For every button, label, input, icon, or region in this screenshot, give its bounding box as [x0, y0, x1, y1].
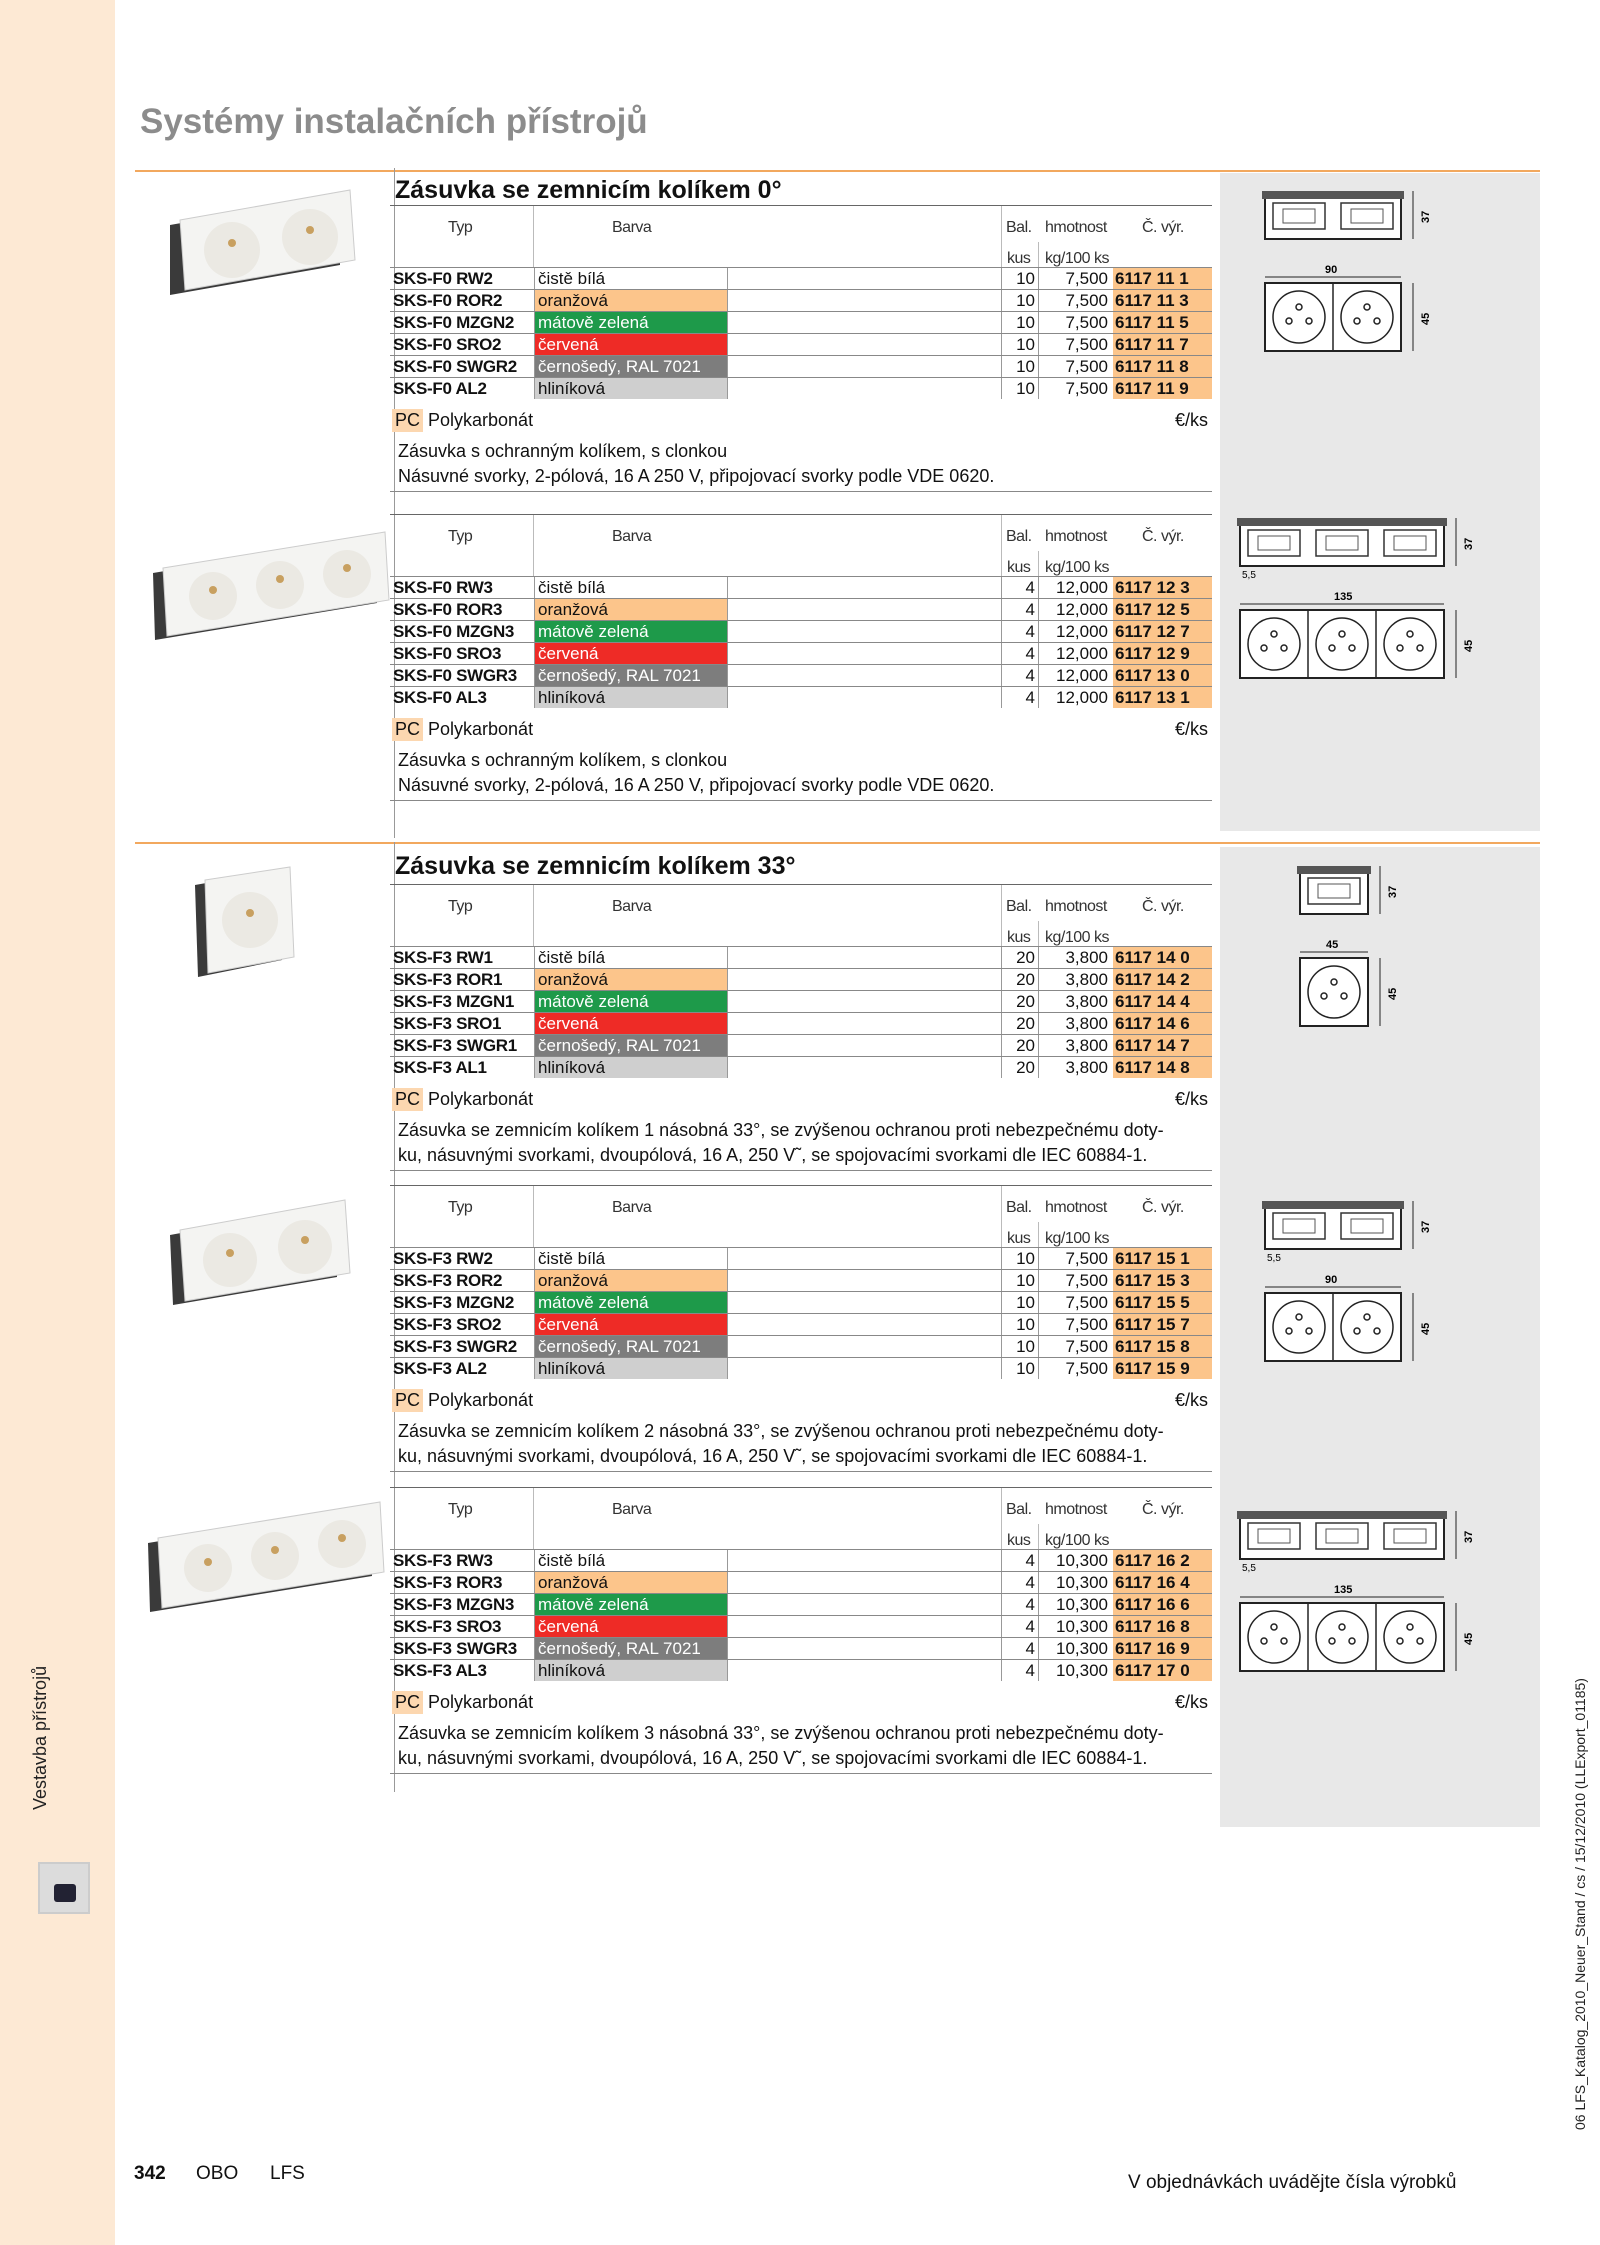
- header-cvyr: Č. výr.: [1142, 528, 1184, 545]
- product-type: SKS-F0 SWGR3: [393, 666, 517, 685]
- weight: 12,000: [1038, 643, 1111, 664]
- catalog-number: 6117 16 2: [1113, 1550, 1212, 1571]
- header-kus: kus: [1007, 559, 1031, 576]
- header-hmotnost: hmotnost: [1045, 898, 1107, 915]
- material-row: [390, 405, 1212, 437]
- description-line: Zásuvka s ochranným kolíkem, s clonkou: [398, 441, 728, 461]
- weight: 3,800: [1038, 1057, 1111, 1078]
- drawing-top-view: [1240, 522, 1444, 566]
- table-row: [390, 1615, 1212, 1637]
- catalog-number: 6117 15 1: [1113, 1248, 1212, 1269]
- product-type: SKS-F3 MZGN1: [393, 992, 515, 1011]
- pack-qty: 4: [1001, 1660, 1038, 1681]
- weight: 10,300: [1038, 1616, 1111, 1637]
- header-bal: Bal.: [1006, 219, 1032, 236]
- header-barva: Barva: [612, 1501, 652, 1518]
- catalog-number: 6117 15 7: [1113, 1314, 1212, 1335]
- table-header: [390, 1185, 1212, 1247]
- table-header: [390, 884, 1212, 946]
- pack-qty: 20: [1001, 991, 1038, 1012]
- table-row: [390, 1056, 1212, 1078]
- product-type: SKS-F3 RW3: [393, 1551, 493, 1570]
- weight: 3,800: [1038, 1035, 1111, 1056]
- pack-qty: 10: [1001, 1248, 1038, 1269]
- table-row: [390, 686, 1212, 708]
- catalog-code: 06 LFS_Katalog_2010_Neuer_Stand / cs / 15/12/2010 (LLExport_01185): [1572, 1678, 1588, 2130]
- header-bal: Bal.: [1006, 1199, 1032, 1216]
- catalog-number: 6117 16 9: [1113, 1638, 1212, 1659]
- pack-qty: 4: [1001, 1594, 1038, 1615]
- pack-qty: 20: [1001, 1035, 1038, 1056]
- pack-qty: 4: [1001, 643, 1038, 664]
- weight: 3,800: [1038, 1013, 1111, 1034]
- pack-qty: 20: [1001, 969, 1038, 990]
- material-row: [390, 1084, 1212, 1116]
- description-line: Násuvné svorky, 2-pólová, 16 A 250 V, připojovací svorky podle VDE 0620.: [398, 466, 995, 486]
- description-line: Zásuvka se zemnicím kolíkem 3 násobná 33°, se zvýšenou ochranou proti nebezpečnému doty-: [398, 1723, 1164, 1743]
- table-row: [390, 289, 1212, 311]
- catalog-number: 6117 15 9: [1113, 1358, 1212, 1379]
- material-code: PC: [392, 1691, 423, 1714]
- dim-depth: 45: [1463, 639, 1475, 652]
- table-row: [390, 1571, 1212, 1593]
- header-hmotnost: hmotnost: [1045, 1199, 1107, 1216]
- header-cvyr: Č. výr.: [1142, 1501, 1184, 1518]
- catalog-number: 6117 11 9: [1113, 378, 1212, 399]
- dim-height: 37: [1463, 1530, 1475, 1543]
- dim-small: 5,5: [1267, 1253, 1281, 1264]
- header-barva: Barva: [612, 219, 652, 236]
- weight: 7,500: [1038, 312, 1111, 333]
- product-photo-triple-33: [140, 1498, 390, 1618]
- drawing-top-view: [1300, 870, 1368, 914]
- header-kg: kg/100 ks: [1045, 929, 1109, 946]
- weight: 7,500: [1038, 268, 1111, 289]
- table-row: [390, 1291, 1212, 1313]
- drawing-top-view: [1240, 1515, 1444, 1559]
- table-row: [390, 1012, 1212, 1034]
- product-type: SKS-F3 SRO1: [393, 1014, 502, 1033]
- product-table: [390, 1487, 1212, 1774]
- table-row: [390, 968, 1212, 990]
- weight: 12,000: [1038, 621, 1111, 642]
- catalog-number: 6117 14 0: [1113, 947, 1212, 968]
- product-type: SKS-F3 RW2: [393, 1249, 493, 1268]
- weight: 7,500: [1038, 1248, 1111, 1269]
- price-unit: €/ks: [1174, 410, 1208, 430]
- dim-height: 37: [1420, 1220, 1432, 1233]
- product-color: červená: [534, 1616, 728, 1637]
- product-table: [390, 205, 1212, 492]
- catalog-number: 6117 14 2: [1113, 969, 1212, 990]
- drawing-top-view: [1265, 1205, 1401, 1249]
- pack-qty: 4: [1001, 665, 1038, 686]
- catalog-number: 6117 15 3: [1113, 1270, 1212, 1291]
- product-color: čistě bílá: [534, 1550, 728, 1571]
- catalog-number: 6117 16 4: [1113, 1572, 1212, 1593]
- pack-qty: 4: [1001, 1550, 1038, 1571]
- header-hmotnost: hmotnost: [1045, 1501, 1107, 1518]
- description-line: Zásuvka se zemnicím kolíkem 2 násobná 33°, se zvýšenou ochranou proti nebezpečnému doty-: [398, 1421, 1164, 1441]
- price-unit: €/ks: [1174, 1692, 1208, 1712]
- pack-qty: 20: [1001, 1013, 1038, 1034]
- product-type: SKS-F3 ROR1: [393, 970, 503, 989]
- catalog-number: 6117 11 5: [1113, 312, 1212, 333]
- header-barva: Barva: [612, 528, 652, 545]
- header-kg: kg/100 ks: [1045, 559, 1109, 576]
- table-row: [390, 1593, 1212, 1615]
- dim-depth: 45: [1387, 987, 1399, 1000]
- weight: 10,300: [1038, 1638, 1111, 1659]
- pack-qty: 10: [1001, 1336, 1038, 1357]
- weight: 3,800: [1038, 947, 1111, 968]
- section-title: Zásuvka se zemnicím kolíkem 33°: [395, 852, 796, 880]
- product-type: SKS-F0 SRO3: [393, 644, 502, 663]
- table-row: [390, 355, 1212, 377]
- weight: 10,300: [1038, 1572, 1111, 1593]
- weight: 10,300: [1038, 1660, 1111, 1681]
- pack-qty: 10: [1001, 356, 1038, 377]
- pack-qty: 10: [1001, 1314, 1038, 1335]
- product-color: hliníková: [534, 687, 728, 708]
- header-typ: Typ: [448, 898, 473, 915]
- header-bal: Bal.: [1006, 528, 1032, 545]
- catalog-number: 6117 11 7: [1113, 334, 1212, 355]
- description-line: Zásuvka s ochranným kolíkem, s clonkou: [398, 750, 728, 770]
- product-color: oranžová: [534, 1572, 728, 1593]
- table-row: [390, 598, 1212, 620]
- technical-drawings: [1220, 173, 1540, 1833]
- material-code: PC: [392, 1088, 423, 1111]
- product-type: SKS-F3 SWGR3: [393, 1639, 517, 1658]
- product-color: červená: [534, 1013, 728, 1034]
- catalog-number: 6117 11 3: [1113, 290, 1212, 311]
- pack-qty: 10: [1001, 334, 1038, 355]
- weight: 7,500: [1038, 356, 1111, 377]
- header-typ: Typ: [448, 219, 473, 236]
- header-hmotnost: hmotnost: [1045, 219, 1107, 236]
- catalog-number: 6117 15 5: [1113, 1292, 1212, 1313]
- material-name: Polykarbonát: [428, 1089, 534, 1109]
- product-type: SKS-F3 MZGN2: [393, 1293, 515, 1312]
- product-color: oranžová: [534, 599, 728, 620]
- product-color: hliníková: [534, 1057, 728, 1078]
- weight: 7,500: [1038, 1336, 1111, 1357]
- weight: 3,800: [1038, 969, 1111, 990]
- material-name: Polykarbonát: [428, 719, 534, 739]
- product-color: černošedý, RAL 7021: [534, 356, 728, 377]
- catalog-number: 6117 12 5: [1113, 599, 1212, 620]
- catalog-number: 6117 13 0: [1113, 665, 1212, 686]
- brand: OBO: [196, 2163, 239, 2184]
- weight: 7,500: [1038, 1270, 1111, 1291]
- product-type: SKS-F0 AL3: [393, 688, 487, 707]
- pack-qty: 10: [1001, 1358, 1038, 1379]
- description-line: ku, násuvnými svorkami, dvoupólová, 16 A, 250 V˜, se spojovacími svorkami dle IEC 60884-1.: [398, 1748, 1148, 1768]
- section-title: Zásuvka se zemnicím kolíkem 0°: [395, 176, 782, 204]
- product-color: černošedý, RAL 7021: [534, 1035, 728, 1056]
- product-photo-double-33: [165, 1195, 355, 1315]
- catalog-number: 6117 13 1: [1113, 687, 1212, 708]
- description-line: ku, násuvnými svorkami, dvoupólová, 16 A, 250 V˜, se spojovacími svorkami dle IEC 60884-1.: [398, 1446, 1148, 1466]
- product-type: SKS-F0 ROR2: [393, 291, 503, 310]
- material-row: [390, 1385, 1212, 1417]
- table-header: [390, 205, 1212, 267]
- price-unit: €/ks: [1174, 1390, 1208, 1410]
- product-type: SKS-F0 SWGR2: [393, 357, 517, 376]
- table-row: [390, 267, 1212, 289]
- product-type: SKS-F0 AL2: [393, 379, 487, 398]
- catalog-number: 6117 14 6: [1113, 1013, 1212, 1034]
- price-unit: €/ks: [1174, 719, 1208, 739]
- pack-qty: 4: [1001, 599, 1038, 620]
- product-color: červená: [534, 1314, 728, 1335]
- table-row: [390, 946, 1212, 968]
- header-kus: kus: [1007, 929, 1031, 946]
- product-type: SKS-F3 ROR2: [393, 1271, 503, 1290]
- header-bal: Bal.: [1006, 898, 1032, 915]
- product-color: oranžová: [534, 290, 728, 311]
- product-color: hliníková: [534, 1660, 728, 1681]
- product-color: červená: [534, 643, 728, 664]
- catalog-number: 6117 12 3: [1113, 577, 1212, 598]
- pack-qty: 10: [1001, 1292, 1038, 1313]
- dim-width: 135: [1334, 591, 1353, 603]
- header-kg: kg/100 ks: [1045, 1230, 1109, 1247]
- catalog-number: 6117 17 0: [1113, 1660, 1212, 1681]
- product-color: mátově zelená: [534, 1594, 728, 1615]
- dim-width: 135: [1334, 1584, 1353, 1596]
- weight: 12,000: [1038, 665, 1111, 686]
- material-code: PC: [392, 718, 423, 741]
- product-table: [390, 514, 1212, 801]
- pack-qty: 10: [1001, 268, 1038, 289]
- page-number: 342: [134, 2163, 166, 2184]
- table-row: [390, 1335, 1212, 1357]
- product-type: SKS-F0 MZGN2: [393, 313, 515, 332]
- table-row: [390, 1659, 1212, 1681]
- dim-depth: 45: [1463, 1632, 1475, 1645]
- page-title: Systémy instalačních přístrojů: [140, 102, 648, 141]
- product-photo-double: [160, 185, 360, 305]
- header-hmotnost: hmotnost: [1045, 528, 1107, 545]
- header-kus: kus: [1007, 250, 1031, 267]
- socket-thumbnail-icon: [38, 1862, 90, 1914]
- weight: 12,000: [1038, 687, 1111, 708]
- table-row: [390, 990, 1212, 1012]
- pack-qty: 10: [1001, 378, 1038, 399]
- weight: 10,300: [1038, 1550, 1111, 1571]
- product-type: SKS-F3 MZGN3: [393, 1595, 515, 1614]
- series: LFS: [270, 2163, 305, 2184]
- dim-width: 90: [1325, 1274, 1338, 1286]
- table-header: [390, 514, 1212, 576]
- description-line: Zásuvka se zemnicím kolíkem 1 násobná 33°, se zvýšenou ochranou proti nebezpečnému doty-: [398, 1120, 1164, 1140]
- pack-qty: 10: [1001, 312, 1038, 333]
- header-cvyr: Č. výr.: [1142, 898, 1184, 915]
- table-row: [390, 377, 1212, 399]
- weight: 7,500: [1038, 290, 1111, 311]
- dim-depth: 45: [1420, 1322, 1432, 1335]
- pack-qty: 4: [1001, 577, 1038, 598]
- description-line: ku, násuvnými svorkami, dvoupólová, 16 A, 250 V˜, se spojovacími svorkami dle IEC 60884-1.: [398, 1145, 1148, 1165]
- product-color: čistě bílá: [534, 268, 728, 289]
- pack-qty: 4: [1001, 1572, 1038, 1593]
- catalog-number: 6117 14 7: [1113, 1035, 1212, 1056]
- table-row: [390, 1313, 1212, 1335]
- product-color: černošedý, RAL 7021: [534, 1638, 728, 1659]
- product-color: hliníková: [534, 378, 728, 399]
- catalog-number: 6117 11 1: [1113, 268, 1212, 289]
- header-kus: kus: [1007, 1230, 1031, 1247]
- dim-width: 90: [1325, 264, 1338, 276]
- product-color: oranžová: [534, 1270, 728, 1291]
- weight: 7,500: [1038, 378, 1111, 399]
- weight: 12,000: [1038, 599, 1111, 620]
- table-row: [390, 333, 1212, 355]
- table-row: [390, 620, 1212, 642]
- catalog-number: 6117 14 4: [1113, 991, 1212, 1012]
- pack-qty: 4: [1001, 621, 1038, 642]
- catalog-number: 6117 11 8: [1113, 356, 1212, 377]
- pack-qty: 20: [1001, 1057, 1038, 1078]
- pack-qty: 10: [1001, 1270, 1038, 1291]
- product-color: mátově zelená: [534, 991, 728, 1012]
- header-cvyr: Č. výr.: [1142, 219, 1184, 236]
- header-kus: kus: [1007, 1532, 1031, 1549]
- product-type: SKS-F0 RW3: [393, 578, 493, 597]
- product-type: SKS-F3 AL1: [393, 1058, 487, 1077]
- catalog-number: 6117 16 6: [1113, 1594, 1212, 1615]
- product-type: SKS-F0 SRO2: [393, 335, 502, 354]
- table-header: [390, 1487, 1212, 1549]
- sidebar-label: Vestavba přístrojů: [30, 1665, 50, 1810]
- product-type: SKS-F3 RW1: [393, 948, 493, 967]
- header-typ: Typ: [448, 1199, 473, 1216]
- product-photo-triple: [145, 528, 395, 648]
- table-row: [390, 1247, 1212, 1269]
- product-color: černošedý, RAL 7021: [534, 1336, 728, 1357]
- header-barva: Barva: [612, 1199, 652, 1216]
- product-color: čistě bílá: [534, 947, 728, 968]
- table-row: [390, 576, 1212, 598]
- table-row: [390, 1357, 1212, 1379]
- product-type: SKS-F3 SRO2: [393, 1315, 502, 1334]
- description-line: Násuvné svorky, 2-pólová, 16 A 250 V, připojovací svorky podle VDE 0620.: [398, 775, 995, 795]
- price-unit: €/ks: [1174, 1089, 1208, 1109]
- pack-qty: 4: [1001, 1638, 1038, 1659]
- dim-small: 5,5: [1242, 1563, 1256, 1574]
- dim-width: 45: [1326, 939, 1339, 951]
- product-photo-single: [190, 865, 310, 985]
- table-row: [390, 1269, 1212, 1291]
- catalog-number: 6117 14 8: [1113, 1057, 1212, 1078]
- product-type: SKS-F0 RW2: [393, 269, 493, 288]
- dim-small: 5,5: [1242, 570, 1256, 581]
- material-name: Polykarbonát: [428, 410, 534, 430]
- header-bal: Bal.: [1006, 1501, 1032, 1518]
- product-color: červená: [534, 334, 728, 355]
- dim-height: 37: [1387, 885, 1399, 898]
- header-cvyr: Č. výr.: [1142, 1199, 1184, 1216]
- product-color: čistě bílá: [534, 1248, 728, 1269]
- product-type: SKS-F3 ROR3: [393, 1573, 503, 1592]
- weight: 10,300: [1038, 1594, 1111, 1615]
- dim-height: 37: [1420, 210, 1432, 223]
- product-color: oranžová: [534, 969, 728, 990]
- product-type: SKS-F3 AL3: [393, 1661, 487, 1680]
- section-divider: [135, 170, 1540, 172]
- table-row: [390, 642, 1212, 664]
- material-row: [390, 714, 1212, 746]
- header-kg: kg/100 ks: [1045, 1532, 1109, 1549]
- pack-qty: 20: [1001, 947, 1038, 968]
- header-barva: Barva: [612, 898, 652, 915]
- product-table: [390, 1185, 1212, 1472]
- product-color: čistě bílá: [534, 577, 728, 598]
- table-row: [390, 1549, 1212, 1571]
- product-color: mátově zelená: [534, 1292, 728, 1313]
- weight: 7,500: [1038, 1314, 1111, 1335]
- pack-qty: 4: [1001, 1616, 1038, 1637]
- product-color: černošedý, RAL 7021: [534, 665, 728, 686]
- table-row: [390, 664, 1212, 686]
- weight: 12,000: [1038, 577, 1111, 598]
- drawing-top-view: [1265, 195, 1401, 239]
- header-typ: Typ: [448, 1501, 473, 1518]
- catalog-number: 6117 12 7: [1113, 621, 1212, 642]
- product-type: SKS-F3 SWGR1: [393, 1036, 517, 1055]
- table-row: [390, 311, 1212, 333]
- material-name: Polykarbonát: [428, 1390, 534, 1410]
- material-name: Polykarbonát: [428, 1692, 534, 1712]
- dim-height: 37: [1463, 537, 1475, 550]
- pack-qty: 4: [1001, 687, 1038, 708]
- product-table: [390, 884, 1212, 1171]
- weight: 7,500: [1038, 334, 1111, 355]
- pack-qty: 10: [1001, 290, 1038, 311]
- product-color: hliníková: [534, 1358, 728, 1379]
- table-row: [390, 1034, 1212, 1056]
- dim-depth: 45: [1420, 312, 1432, 325]
- header-typ: Typ: [448, 528, 473, 545]
- product-color: mátově zelená: [534, 312, 728, 333]
- table-row: [390, 1637, 1212, 1659]
- weight: 7,500: [1038, 1292, 1111, 1313]
- material-code: PC: [392, 1389, 423, 1412]
- material-row: [390, 1687, 1212, 1719]
- weight: 3,800: [1038, 991, 1111, 1012]
- catalog-number: 6117 16 8: [1113, 1616, 1212, 1637]
- product-color: mátově zelená: [534, 621, 728, 642]
- header-kg: kg/100 ks: [1045, 250, 1109, 267]
- catalog-number: 6117 15 8: [1113, 1336, 1212, 1357]
- order-note: V objednávkách uvádějte čísla výrobků: [1128, 2172, 1457, 2193]
- product-type: SKS-F0 MZGN3: [393, 622, 515, 641]
- weight: 7,500: [1038, 1358, 1111, 1379]
- material-code: PC: [392, 409, 423, 432]
- product-type: SKS-F0 ROR3: [393, 600, 503, 619]
- product-type: SKS-F3 SWGR2: [393, 1337, 517, 1356]
- product-type: SKS-F3 AL2: [393, 1359, 487, 1378]
- product-type: SKS-F3 SRO3: [393, 1617, 502, 1636]
- catalog-number: 6117 12 9: [1113, 643, 1212, 664]
